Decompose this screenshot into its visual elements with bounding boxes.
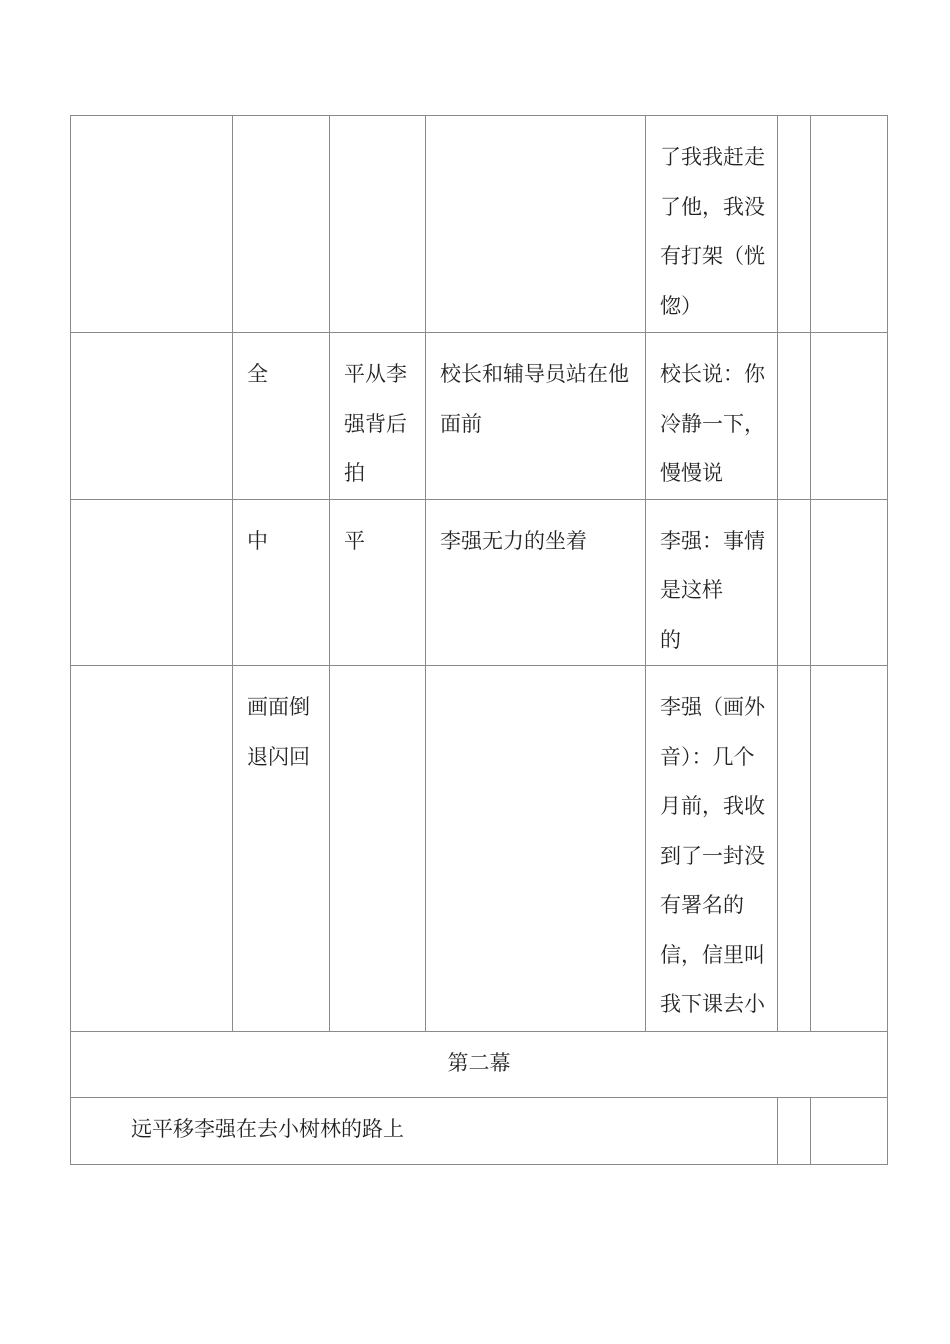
cell-shot-size: 画面倒 退闪回 xyxy=(233,666,330,1032)
cell-empty-wide xyxy=(811,499,888,666)
scene-description: 远平移李强在去小树林的路上 xyxy=(131,1117,404,1141)
scene-title: 第二幕 xyxy=(447,1051,511,1075)
cell-shot-number xyxy=(71,666,233,1032)
storyboard-table xyxy=(70,115,888,1165)
table-row xyxy=(71,499,888,666)
cell-dialogue: 校长说：你 冷静一下， 慢慢说 xyxy=(646,333,778,500)
cell-camera-angle xyxy=(330,116,426,333)
cell-camera-angle: 平从李 强背后 拍 xyxy=(330,333,426,500)
cell-dialogue: 李强（画外 音）：几个 月前，我收 到了一封没 有署名的 信，信里叫 我下课去小 xyxy=(646,666,778,1032)
cell-empty-wide xyxy=(811,116,888,333)
cell-content xyxy=(426,116,646,333)
table-row xyxy=(71,1098,888,1165)
cell-dialogue: 李强：事情 是这样 的 xyxy=(646,499,778,666)
cell-empty-wide xyxy=(811,666,888,1032)
cell-shot-size: 全 xyxy=(233,333,330,500)
cell-content: 校长和辅导员站在他 面前 xyxy=(426,333,646,500)
scene-title-row xyxy=(71,1032,888,1098)
cell-empty-wide xyxy=(811,1098,888,1165)
cell-dialogue: 了我我赶走 了他，我没 有打架（恍 惚） xyxy=(646,116,778,333)
table-row xyxy=(71,666,888,1032)
cell-shot-size: 中 xyxy=(233,499,330,666)
cell-camera-angle xyxy=(330,666,426,1032)
cell-shot-size xyxy=(233,116,330,333)
cell-content: 李强无力的坐着 xyxy=(426,499,646,666)
cell-empty-narrow xyxy=(778,499,811,666)
cell-empty-narrow xyxy=(778,333,811,500)
cell-empty-narrow xyxy=(778,666,811,1032)
cell-empty-narrow xyxy=(778,1098,811,1165)
cell-camera-angle: 平 xyxy=(330,499,426,666)
scene-title-cell xyxy=(71,1032,888,1098)
cell-empty-narrow xyxy=(778,116,811,333)
cell-content xyxy=(426,666,646,1032)
cell-scene-description xyxy=(71,1098,778,1165)
cell-shot-number xyxy=(71,116,233,333)
cell-shot-number xyxy=(71,499,233,666)
table-row xyxy=(71,333,888,500)
table-row xyxy=(71,116,888,333)
cell-shot-number xyxy=(71,333,233,500)
cell-empty-wide xyxy=(811,333,888,500)
